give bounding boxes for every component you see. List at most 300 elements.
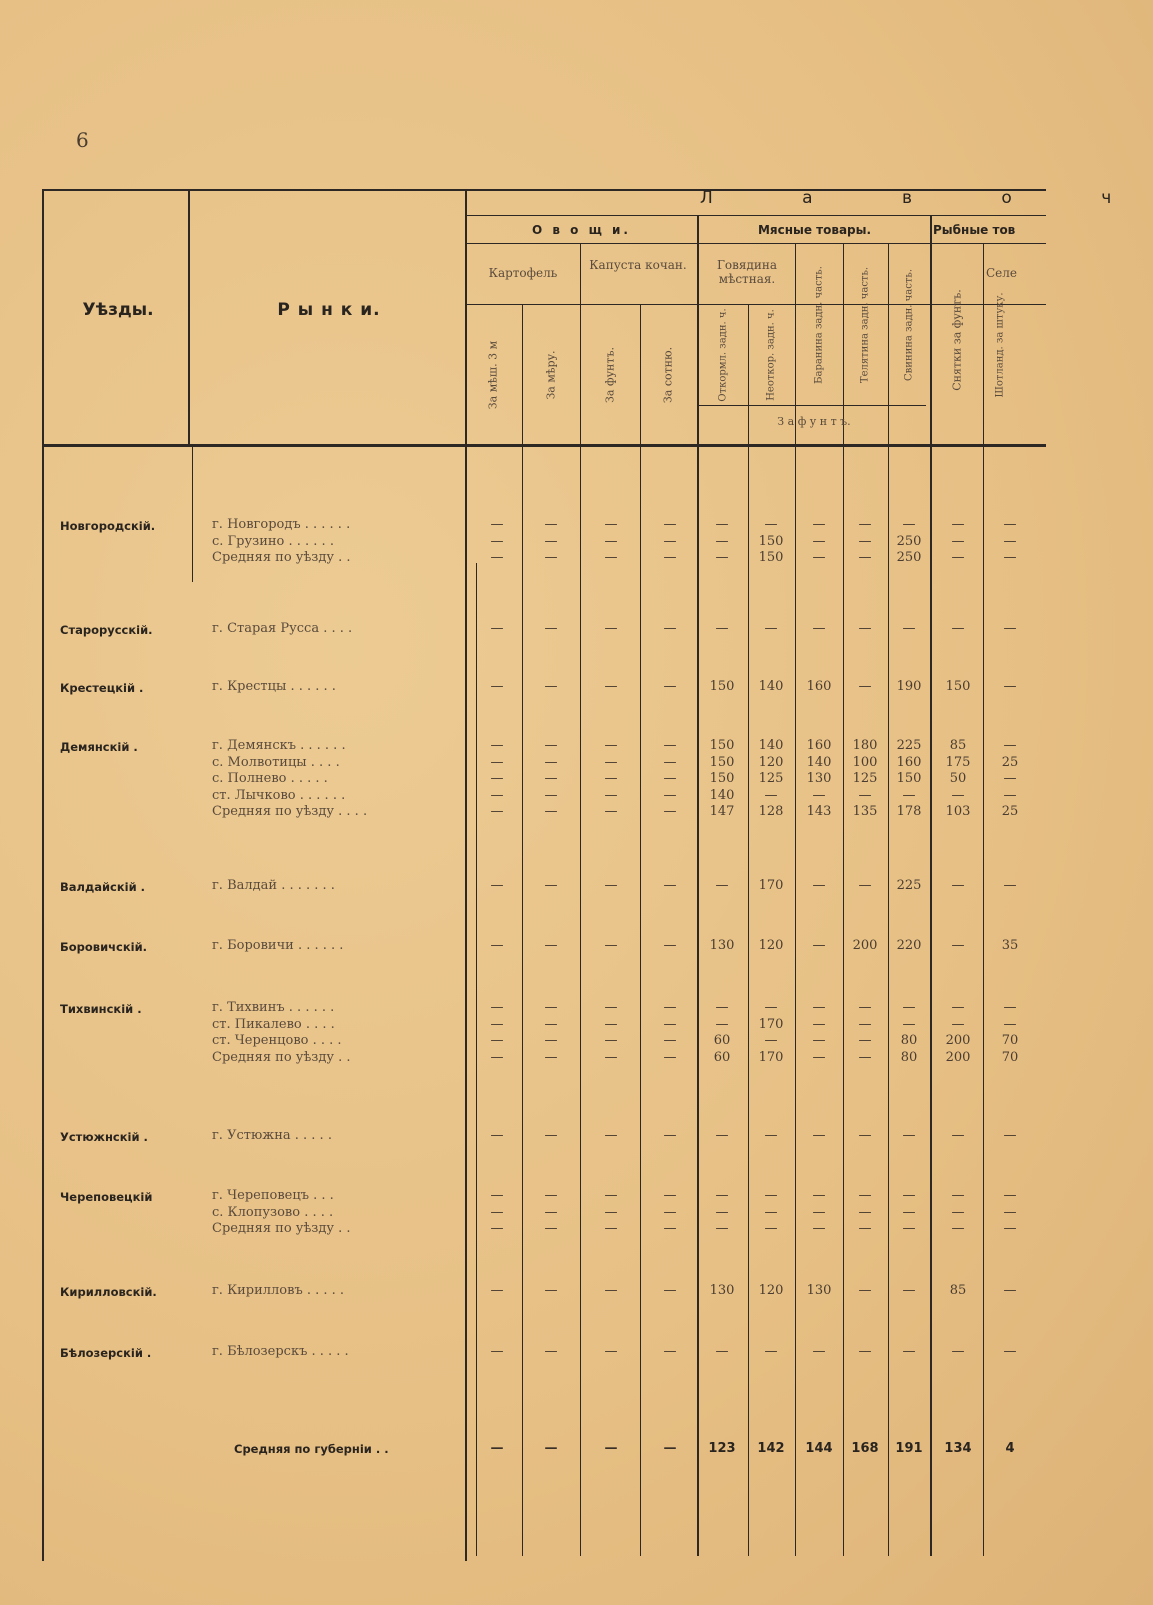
table-cell: 147 — [709, 804, 735, 819]
table-cell: 25 — [1001, 804, 1019, 819]
table-cell: — — [490, 1283, 504, 1298]
table-cell: — — [812, 878, 826, 893]
table-cell: — — [544, 1033, 558, 1048]
table-cell: 60 — [713, 1033, 731, 1048]
table-cell: 150 — [709, 738, 735, 753]
table-cell: — — [902, 621, 916, 636]
header-kapusta: Капуста кочан. — [589, 258, 687, 272]
table-cell: 160 — [896, 754, 922, 770]
table-cell: — — [902, 1204, 916, 1220]
table-cell: — — [951, 787, 965, 803]
table-cell: — — [663, 1000, 677, 1015]
header-govyadina: Говядина мѣстная. — [716, 258, 778, 286]
table-cell: — — [715, 1016, 729, 1032]
table-cell: 128 — [758, 804, 784, 819]
table-cell: — — [858, 1188, 872, 1203]
table-cell: 180 — [852, 738, 878, 753]
table-cell: 150 — [945, 679, 971, 694]
table-cell: — — [490, 1221, 504, 1236]
table-cell: 150 — [709, 771, 735, 786]
table-cell: — — [544, 787, 558, 803]
table-cell: — — [544, 679, 558, 694]
table-cell: — — [1003, 1221, 1017, 1236]
table-cell: — — [1003, 1016, 1017, 1032]
table-cell: — — [951, 878, 965, 893]
table-cell: — — [902, 787, 916, 803]
header-kartofel: Картофель — [488, 266, 558, 280]
table-cell: — — [604, 1344, 618, 1359]
table-cell: — — [490, 1128, 504, 1143]
table-cell: — — [812, 1344, 826, 1359]
header-rynki: Р ы н к и. — [277, 300, 381, 320]
table-cell: — — [812, 1000, 826, 1015]
table-cell: — — [604, 754, 618, 770]
table-cell: — — [604, 1221, 618, 1236]
table-cell: — — [1003, 1188, 1017, 1203]
table-cell: 200 — [945, 1049, 971, 1065]
table-cell: — — [764, 621, 778, 636]
table-cell: — — [858, 533, 872, 549]
table-cell: — — [663, 804, 677, 819]
market-name: г. Тихвинъ . . . . . . — [212, 1000, 335, 1015]
table-cell: — — [951, 1221, 965, 1236]
table-cell: — — [544, 878, 558, 893]
table-cell: — — [951, 1000, 965, 1015]
market-name: г. Старая Русса . . . . — [212, 621, 353, 636]
table-cell: — — [490, 550, 504, 565]
table-cell: — — [604, 621, 618, 636]
table-cell: — — [902, 1128, 916, 1143]
table-cell: — — [604, 1049, 618, 1065]
table-cell: — — [764, 1128, 778, 1143]
table-cell: 150 — [758, 550, 784, 565]
table-cell: — — [812, 1204, 826, 1220]
table-cell: — — [490, 771, 504, 786]
table-cell: — — [544, 1128, 558, 1143]
table-cell: 170 — [758, 1016, 784, 1032]
market-name: Средняя по уѣзду . . . . — [212, 804, 368, 819]
table-cell: — — [715, 533, 729, 549]
table-cell: — — [490, 1204, 504, 1220]
table-cell: 140 — [709, 787, 735, 803]
col-rule-uezd — [188, 189, 190, 445]
market-name: г. Новгородъ . . . . . . — [212, 517, 351, 532]
table-cell: 250 — [896, 533, 922, 549]
table-cell: 60 — [713, 1049, 731, 1065]
table-cell: — — [490, 1033, 504, 1048]
table-cell: — — [1003, 1128, 1017, 1143]
header-rule-1 — [466, 215, 1046, 216]
table-cell: 160 — [806, 738, 832, 753]
table-cell: — — [951, 1344, 965, 1359]
table-cell: 175 — [945, 754, 971, 770]
header-rule-2 — [466, 243, 1046, 244]
table-cell: — — [544, 550, 558, 565]
table-cell: — — [604, 878, 618, 893]
table-cell: 125 — [852, 771, 878, 786]
table-cell: — — [951, 1188, 965, 1203]
table-cell: — — [663, 550, 677, 565]
header-rybnye: Рыбные тов — [933, 223, 1016, 237]
table-cell: — — [544, 1221, 558, 1236]
table-cell: — — [715, 1000, 729, 1015]
table-cell: — — [663, 738, 677, 753]
table-cell: — — [715, 517, 729, 532]
table-cell: — — [951, 938, 965, 953]
market-name: Средняя по уѣзду . . — [212, 1049, 351, 1065]
table-cell: — — [902, 1221, 916, 1236]
table-cell: — — [1003, 1000, 1017, 1015]
table-cell: 160 — [806, 679, 832, 694]
table-cell: — — [1003, 1344, 1017, 1359]
market-name: г. Боровичи . . . . . . — [212, 938, 344, 953]
market-name: с. Молвотицы . . . . — [212, 754, 340, 770]
col-rule-m2 — [795, 243, 796, 1556]
col-rule-m4 — [888, 243, 889, 1556]
table-cell: 35 — [1001, 938, 1019, 953]
uezd-name: Валдайскій . — [60, 880, 146, 894]
table-cell: — — [544, 1049, 558, 1065]
table-cell: 25 — [1001, 754, 1019, 770]
col-rule-markets — [465, 189, 467, 1561]
table-cell: — — [902, 1016, 916, 1032]
table-cell: — — [1003, 533, 1017, 549]
table-cell: — — [663, 1283, 677, 1298]
table-cell: 120 — [758, 754, 784, 770]
total-cell: 142 — [757, 1441, 785, 1456]
market-name: с. Грузино . . . . . . — [212, 533, 334, 549]
table-cell: — — [490, 1344, 504, 1359]
table-cell: — — [858, 1283, 872, 1298]
table-cell: — — [1003, 517, 1017, 532]
table-cell: — — [858, 1049, 872, 1065]
table-cell: 220 — [896, 938, 922, 953]
total-cell: 144 — [805, 1441, 833, 1456]
table-cell: — — [663, 878, 677, 893]
table-cell: 70 — [1001, 1049, 1019, 1065]
market-name: г. Валдай . . . . . . . — [212, 878, 335, 893]
table-cell: — — [544, 1188, 558, 1203]
table-cell: — — [715, 1128, 729, 1143]
table-cell: — — [1003, 787, 1017, 803]
table-cell: — — [544, 938, 558, 953]
table-cell: — — [490, 517, 504, 532]
table-cell: — — [1003, 550, 1017, 565]
uezd-name: Кирилловскій. — [60, 1285, 157, 1299]
header-myasnye: Мясные товары. — [757, 223, 872, 237]
col-header-pork: Свинина задн. часть. — [903, 268, 915, 382]
uezd-name: Боровичскій. — [60, 940, 148, 954]
table-cell: — — [544, 1016, 558, 1032]
col-rule-m1 — [748, 304, 749, 1556]
table-cell: — — [663, 1344, 677, 1359]
market-name: ст. Черенцово . . . . — [212, 1033, 342, 1048]
table-cell: — — [490, 1016, 504, 1032]
market-name: г. Череповецъ . . . — [212, 1188, 334, 1203]
table-cell: 200 — [852, 938, 878, 953]
table-cell: — — [812, 550, 826, 565]
table-cell: 170 — [758, 878, 784, 893]
col-rule-potato-cabbage — [580, 243, 581, 1556]
total-cell: — — [663, 1441, 677, 1456]
table-cell: — — [663, 1204, 677, 1220]
total-cell: — — [490, 1441, 504, 1456]
table-cell: — — [715, 1221, 729, 1236]
table-cell: — — [544, 517, 558, 532]
total-cell: 123 — [708, 1441, 736, 1456]
table-cell: — — [812, 517, 826, 532]
table-cell: — — [764, 517, 778, 532]
table-cell: — — [663, 1016, 677, 1032]
table-cell: 143 — [806, 804, 832, 819]
table-cell: — — [604, 550, 618, 565]
table-cell: — — [1003, 738, 1017, 753]
table-cell: — — [544, 1000, 558, 1015]
header-seld: Селе — [986, 266, 1018, 280]
table-cell: — — [715, 878, 729, 893]
col-rule-v1 — [522, 304, 523, 1556]
table-cell: — — [858, 550, 872, 565]
table-cell: — — [902, 1344, 916, 1359]
uezd-name: Бѣлозерскій . — [60, 1346, 152, 1360]
market-name: г. Бѣлозерскъ . . . . . — [212, 1344, 349, 1359]
table-cell: — — [858, 621, 872, 636]
table-cell: — — [544, 621, 558, 636]
table-cell: — — [812, 1016, 826, 1032]
market-name: г. Демянскъ . . . . . . — [212, 738, 346, 753]
total-cell: — — [604, 1441, 618, 1456]
table-cell: — — [490, 533, 504, 549]
table-cell: — — [858, 1204, 872, 1220]
table-cell: — — [858, 1033, 872, 1048]
total-cell: 168 — [851, 1441, 879, 1456]
table-cell: — — [544, 1204, 558, 1220]
table-cell: — — [604, 679, 618, 694]
table-cell: 80 — [900, 1049, 918, 1065]
table-cell: 150 — [709, 679, 735, 694]
table-cell: — — [663, 533, 677, 549]
table-cell: — — [490, 754, 504, 770]
table-cell: — — [951, 550, 965, 565]
table-cell: — — [764, 1188, 778, 1203]
table-cell: — — [490, 738, 504, 753]
table-cell: — — [604, 804, 618, 819]
table-cell: — — [663, 1221, 677, 1236]
table-cell: — — [544, 738, 558, 753]
table-cell: — — [858, 1016, 872, 1032]
table-cell: — — [858, 1128, 872, 1143]
table-cell: — — [858, 517, 872, 532]
table-cell: — — [544, 754, 558, 770]
market-name: Средняя по уѣзду . . — [212, 550, 351, 565]
table-cell: — — [663, 938, 677, 953]
table-cell: 85 — [949, 1283, 967, 1298]
header-rule-4 — [698, 405, 926, 406]
table-cell: — — [764, 1204, 778, 1220]
table-cell: — — [764, 787, 778, 803]
uezd-name: Демянскій . — [60, 740, 138, 754]
table-cell: 130 — [806, 1283, 832, 1298]
table-cell: 150 — [758, 533, 784, 549]
table-cell: 120 — [758, 938, 784, 953]
market-name: ст. Лычково . . . . . . — [212, 787, 346, 803]
col-rule-m3 — [843, 243, 844, 1556]
table-cell: — — [715, 550, 729, 565]
total-cell: — — [544, 1441, 558, 1456]
table-left-border — [42, 189, 44, 1561]
table-cell: 225 — [896, 738, 922, 753]
table-cell: — — [544, 804, 558, 819]
table-cell: — — [764, 1000, 778, 1015]
total-row-label: Средняя по губерніи . . — [234, 1442, 389, 1456]
col-header-beef-fed: Откормл. задн. ч. — [717, 308, 729, 402]
uezd-name: Тихвинскій . — [60, 1002, 142, 1016]
table-cell: — — [951, 1128, 965, 1143]
table-cell: — — [663, 1049, 677, 1065]
table-cell: — — [858, 787, 872, 803]
table-cell: 130 — [709, 1283, 735, 1298]
table-cell: — — [604, 1188, 618, 1203]
table-cell: 140 — [806, 754, 832, 770]
table-cell: 170 — [758, 1049, 784, 1065]
table-cell: 120 — [758, 1283, 784, 1298]
table-cell: — — [812, 938, 826, 953]
table-cell: — — [604, 738, 618, 753]
table-cell: — — [663, 621, 677, 636]
table-cell: — — [1003, 771, 1017, 786]
table-cell: — — [604, 533, 618, 549]
table-cell: 130 — [806, 771, 832, 786]
col-rule-f1 — [983, 243, 984, 1556]
table-cell: — — [604, 1000, 618, 1015]
col-header-herring-scot: Шотланд. за штуку. — [994, 292, 1006, 398]
table-cell: 140 — [758, 738, 784, 753]
table-cell: — — [544, 533, 558, 549]
table-cell: — — [663, 1188, 677, 1203]
table-cell: — — [812, 1128, 826, 1143]
table-cell: — — [604, 1128, 618, 1143]
table-cell: — — [812, 787, 826, 803]
total-cell: 191 — [895, 1441, 923, 1456]
table-cell: — — [663, 679, 677, 694]
header-za-funt: З а ф у н т ъ. — [777, 415, 851, 428]
header-uezdy: Уѣзды. — [82, 300, 154, 320]
table-cell: — — [490, 621, 504, 636]
table-cell: — — [490, 804, 504, 819]
header-ovoshchi: О в о щ и. — [532, 223, 631, 237]
market-name: с. Клопузово . . . . — [212, 1204, 334, 1220]
table-cell: — — [604, 938, 618, 953]
col-header-beef-unfed: Неоткор. задн. ч. — [765, 309, 777, 401]
table-cell: — — [490, 787, 504, 803]
table-cell: — — [858, 1344, 872, 1359]
col-header-veal: Телятина задн. часть. — [859, 266, 871, 384]
table-cell: — — [812, 1188, 826, 1203]
table-cell: — — [812, 533, 826, 549]
col-header-potato-sack: За мѣш. 3 м — [486, 340, 500, 410]
table-cell: — — [663, 1128, 677, 1143]
table-cell: — — [951, 1204, 965, 1220]
table-cell: — — [544, 1344, 558, 1359]
col-rule-v3 — [640, 304, 641, 1556]
market-name: с. Полнево . . . . . — [212, 771, 328, 786]
table-cell: 103 — [945, 804, 971, 819]
table-cell: 85 — [949, 738, 967, 753]
table-cell: — — [1003, 1283, 1017, 1298]
table-cell: 130 — [709, 938, 735, 953]
table-cell: 135 — [852, 804, 878, 819]
table-cell: — — [812, 621, 826, 636]
table-cell: — — [858, 878, 872, 893]
table-cell: — — [858, 679, 872, 694]
col-header-cabbage-pound: За фунтъ. — [603, 347, 617, 403]
table-cell: — — [604, 1283, 618, 1298]
table-cell: — — [858, 1000, 872, 1015]
table-cell: — — [490, 878, 504, 893]
table-cell: — — [544, 1283, 558, 1298]
table-cell: — — [951, 533, 965, 549]
table-cell: — — [663, 517, 677, 532]
market-name: г. Устюжна . . . . . — [212, 1128, 332, 1143]
table-cell: — — [490, 1049, 504, 1065]
table-cell: — — [715, 1344, 729, 1359]
table-cell: — — [812, 1049, 826, 1065]
table-cell: — — [764, 1344, 778, 1359]
market-name: Средняя по уѣзду . . — [212, 1221, 351, 1236]
table-cell: — — [715, 1204, 729, 1220]
table-cell: — — [951, 621, 965, 636]
table-cell: — — [604, 1016, 618, 1032]
table-cell: — — [902, 1283, 916, 1298]
col-rule-uezd-body — [192, 447, 193, 582]
table-cell: — — [902, 517, 916, 532]
market-name: г. Крестцы . . . . . . — [212, 679, 336, 694]
total-cell: 134 — [944, 1441, 972, 1456]
col-header-mutton: Баранина задн. часть. — [813, 266, 825, 384]
table-cell: 178 — [896, 804, 922, 819]
table-cell: — — [604, 771, 618, 786]
table-cell: — — [1003, 878, 1017, 893]
table-cell: — — [490, 1188, 504, 1203]
uezd-name: Крестецкій . — [60, 681, 144, 695]
table-cell: 190 — [896, 679, 922, 694]
table-cell: — — [951, 517, 965, 532]
header-lavochnye: Л а в о ч — [700, 188, 1153, 208]
table-cell: — — [858, 1221, 872, 1236]
total-cell: 4 — [1005, 1441, 1015, 1456]
table-cell: 100 — [852, 754, 878, 770]
market-name: ст. Пикалево . . . . — [212, 1016, 335, 1032]
table-cell: — — [902, 1000, 916, 1015]
uezd-name: Старорусскій. — [60, 623, 153, 637]
page-number: 6 — [76, 128, 89, 152]
table-cell: — — [490, 1000, 504, 1015]
table-cell: — — [604, 787, 618, 803]
table-cell: — — [715, 621, 729, 636]
table-cell: — — [663, 754, 677, 770]
table-cell: 125 — [758, 771, 784, 786]
col-header-smelt: Снятки за фунтъ. — [950, 289, 964, 391]
table-cell: 225 — [896, 878, 922, 893]
table-cell: — — [663, 787, 677, 803]
table-cell: 150 — [896, 771, 922, 786]
table-cell: — — [544, 771, 558, 786]
market-name: г. Кирилловъ . . . . . — [212, 1283, 345, 1298]
table-cell: 80 — [900, 1033, 918, 1048]
table-cell: — — [663, 1033, 677, 1048]
table-cell: — — [902, 1188, 916, 1203]
uezd-name: Новгородскій. — [60, 519, 156, 533]
